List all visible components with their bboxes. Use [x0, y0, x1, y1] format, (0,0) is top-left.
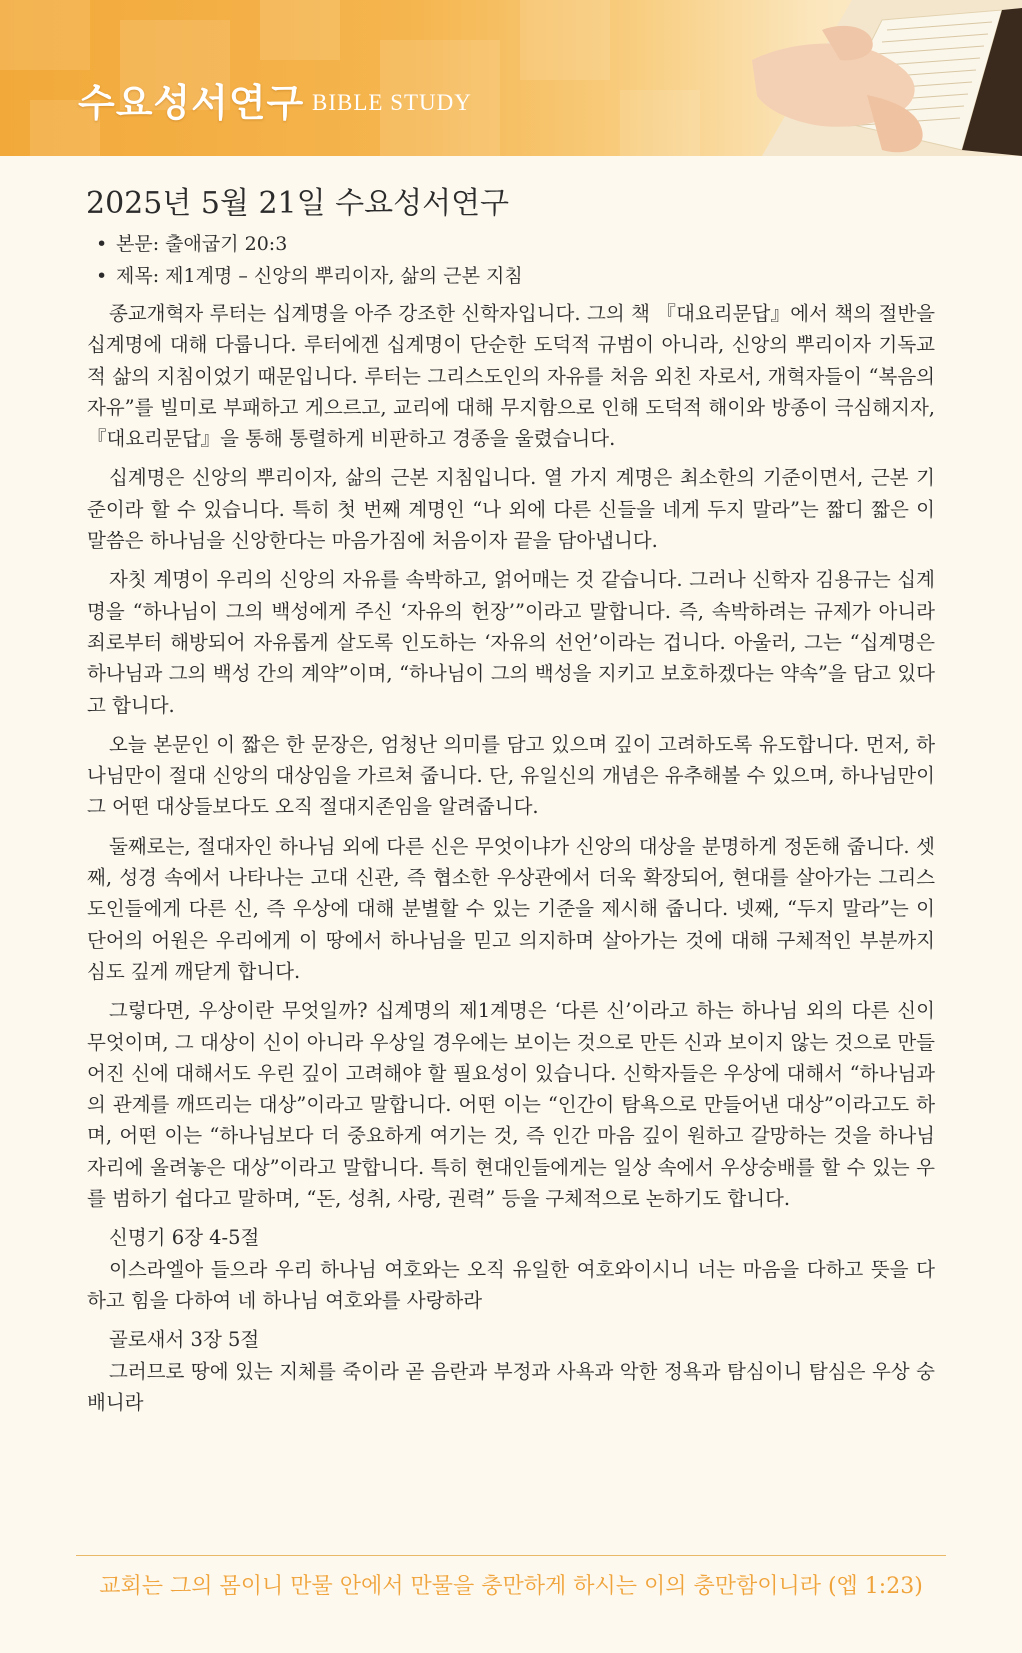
article-body — [87, 298, 935, 1426]
verse-reference: 골로새서 3장 5절 — [109, 1328, 260, 1352]
meta-subject-item — [96, 260, 523, 292]
banner-tile — [0, 0, 90, 70]
paragraph: 오늘 본문인 이 짧은 한 문장은, 엄청난 의미를 담고 있으며 깊이 고려하도록 유도합니다. 먼저, 하나님만이 절대 신앙의 대상임을 가르쳐 줍니다. 단, 유일신의 개념은 유추해볼 수 있으며, 하나님만이 그 어떤 대상들보다도 오직 절대지존임을 알려줍니다. — [87, 732, 935, 819]
verse-reference: 신명기 6장 4-5절 — [109, 1226, 260, 1250]
meta-subject-label: 제목: — [116, 265, 160, 287]
banner-tile — [260, 0, 340, 60]
page-title: 2025년 5월 21일 수요성서연구 — [86, 186, 510, 221]
bible-hands-illustration — [522, 0, 1022, 156]
meta-text-label: 본문: — [116, 233, 160, 255]
paragraph: 십계명은 신앙의 뿌리이자, 삶의 근본 지침입니다. 열 가지 계명은 최소한의 기준이면서, 근본 기준이라 할 수 있습니다. 특히 첫 번째 계명인 “나 외에 다른 신들을 네게 두지 말라”는 짧디 짧은 이 말씀은 하나님을 신앙한다는 마음가짐에 처음이자 끝을 담아냅니다. — [87, 466, 935, 553]
footer-verse: 교회는 그의 몸이니 만물 안에서 만물을 충만하게 하시는 이의 충만함이니라 (엡 1:23) — [99, 1574, 923, 1599]
meta-text-value: 출애굽기 20:3 — [165, 233, 288, 255]
header-banner — [0, 0, 1022, 156]
paragraph: 종교개혁자 루터는 십계명을 아주 강조한 신학자입니다. 그의 책 『대요리문답』에서 책의 절반을 십계명에 대해 다룹니다. 루터에겐 십계명이 단순한 도덕적 규범이 아니라, 신앙의 뿌리이자 기독교적 삶의 지침이었기 때문입니다. 루터는 그리스도인의 자유를 처음 외친 자로서, 개혁자들이 “복음의 자유”를 빌미로 부패하고 게으르고, 교리에 대해 무지함으로 인해 도덕적 해이와 방종이 극심해지자, 『대요리문답』을 통해 통렬하게 비판하고 경종을 울렸습니다. — [87, 302, 935, 451]
verse-text: 그러므로 땅에 있는 지체를 죽이라 곧 음란과 부정과 사욕과 악한 정욕과 탐심이니 탐심은 우상 숭배니라 — [87, 1359, 935, 1414]
footer-divider — [76, 1555, 946, 1556]
paragraph: 자칫 계명이 우리의 신앙의 자유를 속박하고, 얽어매는 것 같습니다. 그러나 신학자 김용규는 십계명을 “하나님이 그의 백성에게 주신 ‘자유의 헌장’”이라고 말합니다. 즉, 속박하려는 규제가 아니라 죄로부터 해방되어 자유롭게 살도록 인도하는 ‘자유의 선언’이라는 겁니다. 아울러, 그는 “십계명은 하나님과 그의 백성 간의 계약”이며, “하나님이 그의 백성을 지키고 보호하겠다는 약속”을 담고 있다고 합니다. — [87, 568, 935, 717]
paragraph: 그렇다면, 우상이란 무엇일까? 십계명의 제1계명은 ‘다른 신’이라고 하는 하나님 외의 다른 신이 무엇이며, 그 대상이 신이 아니라 우상일 경우에는 보이는 것으로 만든 신과 보이지 않는 것으로 만들어진 신에 대해서도 우린 깊이 고려해야 할 필요성이 있습니다. 신학자들은 우상에 대해서 “하나님과의 관계를 깨뜨리는 대상”이라고 말합니다. 어떤 이는 “인간이 탐욕으로 만들어낸 대상”이라고도 하며, 어떤 이는 “하나님보다 더 중요하게 여기는 것, 즉 인간 마음 깊이 원하고 갈망하는 것을 하나님 자리에 올려놓은 대상”이라고 말합니다. 특히 현대인들에게는 일상 속에서 우상숭배를 할 수 있는 우를 범하기 쉽다고 말하며, “돈, 성취, 사랑, 권력” 등을 구체적으로 논하기도 합니다. — [87, 999, 935, 1211]
verse-text: 이스라엘아 들으라 우리 하나님 여호와는 오직 유일한 여호와이시니 너는 마음을 다하고 뜻을 다하고 힘을 다하여 네 하나님 여호와를 사랑하라 — [87, 1257, 935, 1312]
meta-subject-value: 제1계명 – 신앙의 뿌리이자, 삶의 근본 지침 — [165, 265, 523, 287]
meta-text-item — [96, 228, 523, 260]
paragraph: 둘째로는, 절대자인 하나님 외에 다른 신은 무엇이냐가 신앙의 대상을 분명하게 정돈해 줍니다. 셋째, 성경 속에서 나타나는 고대 신관, 즉 협소한 우상관에서 더욱 확장되어, 현대를 살아가는 그리스도인들에게 다른 신, 즉 우상에 대해 분별할 수 있는 기준을 제시해 줍니다. 넷째, “두지 말라”는 이 단어의 어원은 우리에게 이 땅에서 하나님을 믿고 의지하며 살아가는 것에 대해 구체적인 부분까지 심도 깊게 깨닫게 합니다. — [87, 834, 935, 983]
banner-subtitle: BIBLE STUDY — [312, 90, 472, 115]
banner-title: 수요성서연구 — [78, 81, 305, 125]
meta-list — [96, 228, 523, 292]
